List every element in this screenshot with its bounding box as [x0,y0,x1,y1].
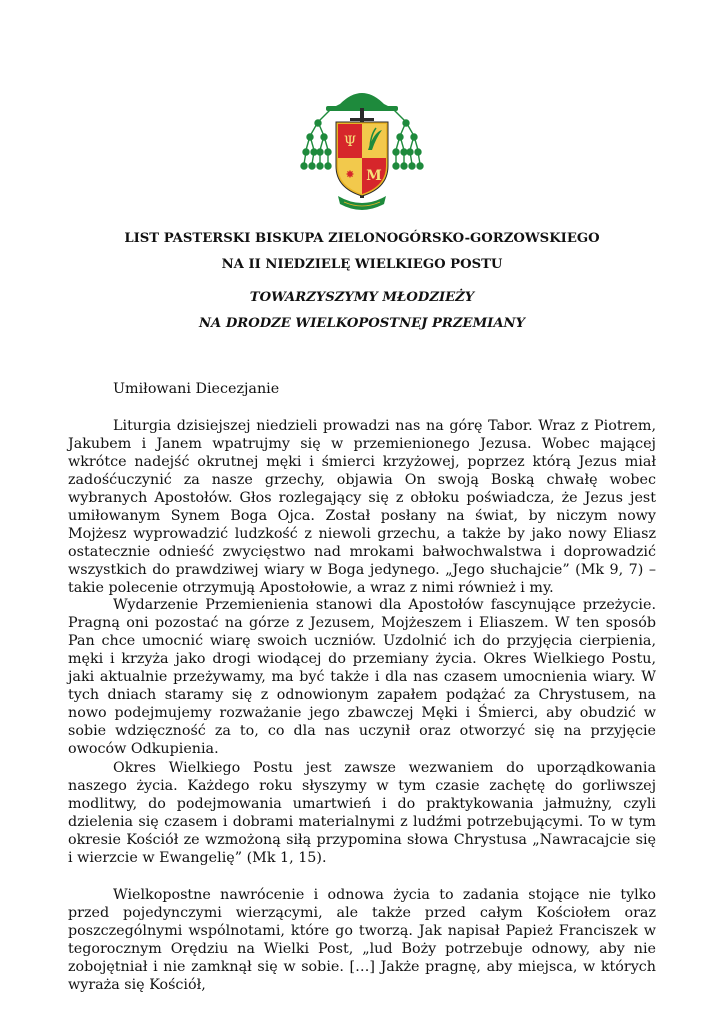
paragraph-text: Liturgia dzisiejszej niedzieli prowadzi nas na górę Tabor. Wraz z Piotrem, Jakubem i Janem wpatrujmy się w przemienionego Jezusa. Wobec mającej wkrótce nadejść okrutnej męki i śmierci krzyżowej, poprzez którą Jezus miał zadośćuczynić za nasze grzechy, objawia On swoją Boską chwałę wobec wybranych Apostołów. Głos rozlegający się z obłoku poświadcza, że Jezus jest umiłowanym Synem Boga Ojca. Został posłany na świat, by niczym nowy Mojżesz wyprowadzić ludzkość z niewoli grzechu, a także by jako nowy Eliasz ostatecznie odnieść zwycięstwo nad mrokami bałwochwalstwa i doprowadzić wszystkich do prawdziwej wiary w Boga jedynego. „Jego słuchajcie” (Mk 9, 7) – takie polecenie otrzymują Apostołowie, a wraz z nimi również i my. [68,418,656,596]
salutation: Umiłowani Diecezjanie [113,381,280,397]
coat-of-arms-icon [300,74,424,214]
paragraph-1 [68,417,656,597]
document-title-line-1: LIST PASTERSKI BISKUPA ZIELONOGÓRSKO-GORZOWSKIEGO [124,231,600,246]
document-subtitle-line-2: NA DRODZE WIELKOPOSTNEJ PRZEMIANY [198,316,526,331]
paragraph-3 [68,759,656,867]
paragraph-4 [68,886,656,994]
svg-text:✸: ✸ [345,168,355,181]
paragraph-2 [68,596,656,758]
document-subtitle-line-1: TOWARZYSZYMY MŁODZIEŻY [249,290,475,305]
document-title-line-2: NA II NIEDZIELĘ WIELKIEGO POSTU [221,257,503,272]
paragraph-text: Wydarzenie Przemienienia stanowi dla Apostołów fascynujące przeżycie. Pragną oni pozostać na górze z Jezusem, Mojżeszem i Eliaszem. W ten sposób Pan chce umocnić wiarę swoich uczniów. Uzdolnić ich do przyjęcia cierpienia, męki i krzyża jako drogi wiodącej do przemiany życia. Okres Wielkiego Postu, jaki aktualnie przeżywamy, ma być także i dla nas czasem umocnienia wiary. W tych dniach staramy się z odnowionym zapałem podążać za Chrystusem, na nowo podejmujemy rozważanie jego zbawczej Męki i Śmierci, aby obudzić w sobie wdzięczność za to, co dla nas uczynił oraz otworzyć się na przyjęcie owoców Odkupienia. [68,597,656,757]
svg-text:Ψ: Ψ [343,134,357,150]
paragraph-text: Wielkopostne nawrócenie i odnowa życia to zadania stojące nie tylko przed pojedynczymi wierzącymi, ale także przed całym Kościołem oraz poszczególnymi wspólnotami, które go tworzą. Jak napisał Papież Franciszek w tegorocznym Orędziu na Wielki Post, „lud Boży potrzebuje odnowy, aby nie zobojętniał i nie zamknął się w sobie. […] Jakże pragnę, aby miejsca, w których wyraża się Kościół, [68,887,656,993]
svg-text:M: M [366,168,382,184]
paragraph-text: Okres Wielkiego Postu jest zawsze wezwaniem do uporządkowania naszego życia. Każdego roku słyszymy w tym czasie zachętę do gorliwszej modlitwy, do podejmowania umartwień i do praktykowania jałmużny, czyli dzielenia się czasem i dobrami materialnymi z ludźmi potrzebującymi. To w tym okresie Kościół ze wzmożoną siłą przypomina słowa Chrystusa „Nawracajcie się i wierzcie w Ewangelię” (Mk 1, 15). [68,760,656,866]
